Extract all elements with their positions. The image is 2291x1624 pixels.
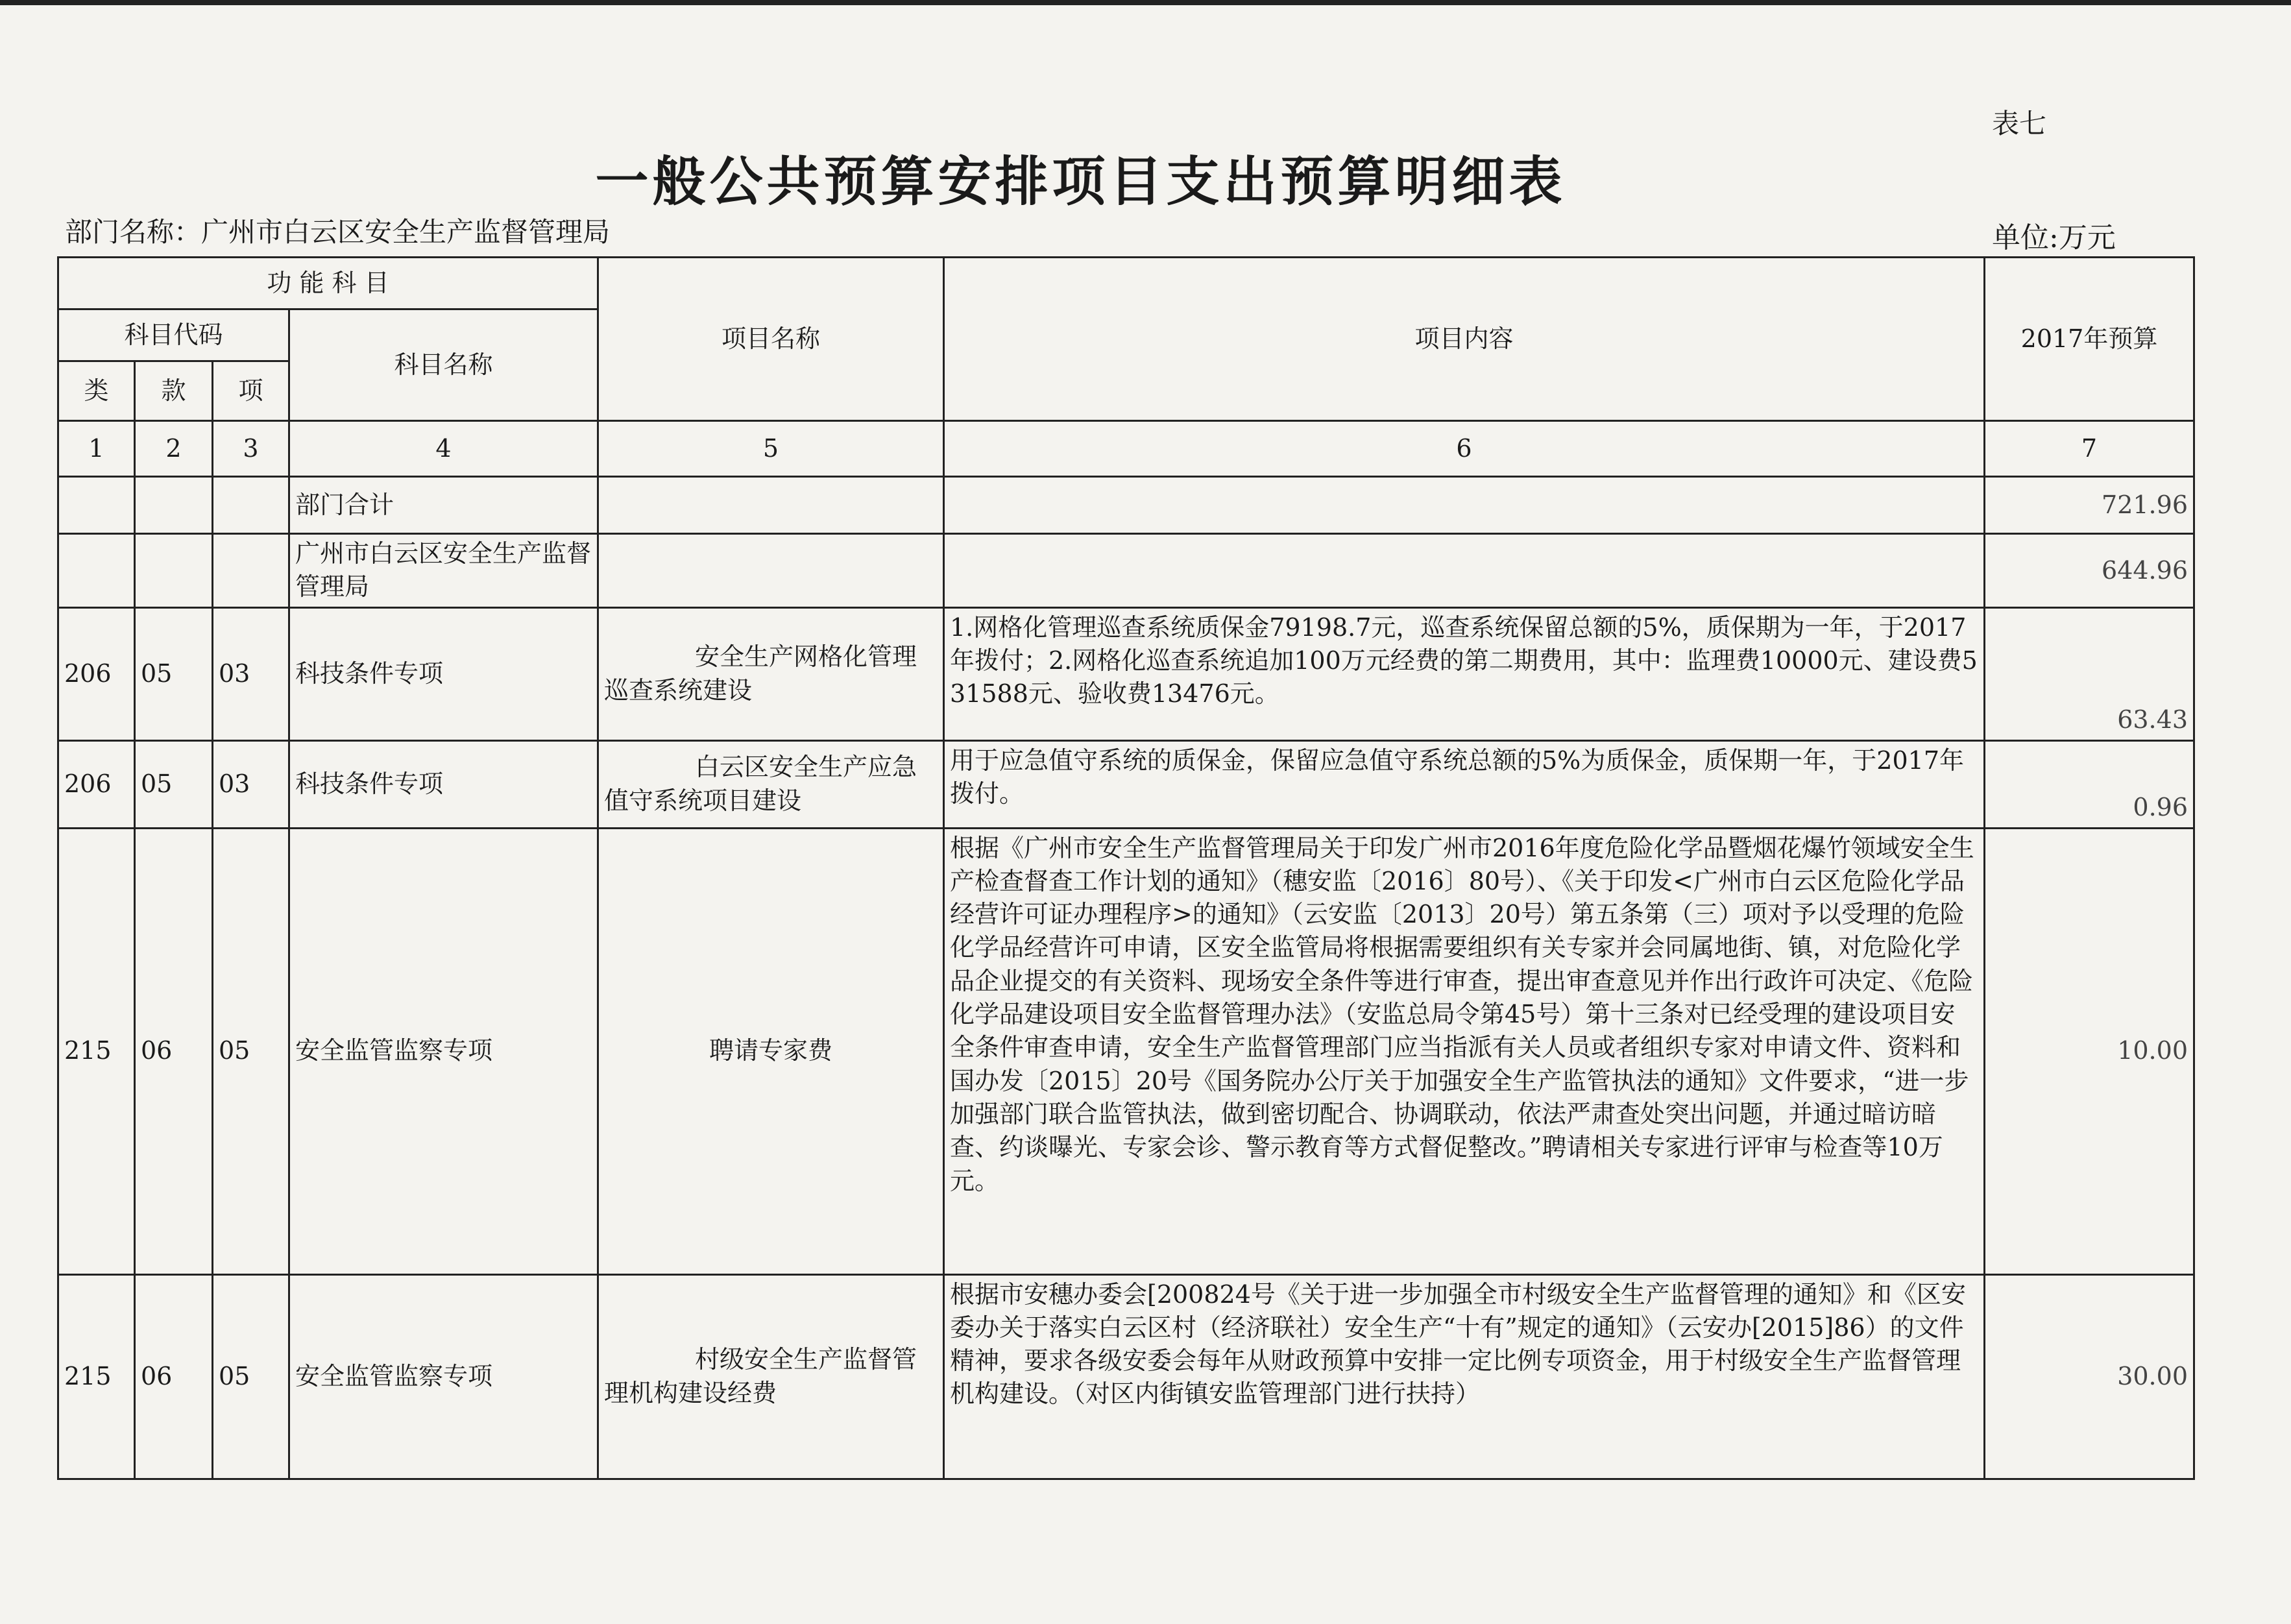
subject-cell: 部门合计 bbox=[289, 477, 598, 534]
department-name: 广州市白云区安全生产监督管理局 bbox=[201, 216, 611, 248]
project-cell: 安全生产网格化管理巡查系统建设 bbox=[598, 607, 944, 740]
kuan-cell: 06 bbox=[135, 828, 213, 1274]
amount-cell: 644.96 bbox=[1985, 534, 2194, 608]
xiang-cell: 05 bbox=[213, 828, 289, 1274]
page-title: 一般公共预算安排项目支出预算明细表 bbox=[595, 151, 1566, 213]
subject-cell: 安全监管监察专项 bbox=[289, 828, 598, 1274]
amount-cell: 721.96 bbox=[1985, 477, 2194, 534]
lei-header: 类 bbox=[58, 361, 135, 421]
lei-cell: 206 bbox=[58, 740, 135, 828]
xiang-cell bbox=[213, 534, 289, 608]
kuan-cell: 05 bbox=[135, 607, 213, 740]
amount-cell: 0.96 bbox=[1985, 740, 2194, 828]
amount-cell: 10.00 bbox=[1985, 828, 2194, 1274]
content-cell bbox=[944, 477, 1985, 534]
xiang-cell: 03 bbox=[213, 607, 289, 740]
col-num-3: 3 bbox=[213, 421, 289, 477]
column-number-row bbox=[58, 421, 2194, 477]
xiang-cell bbox=[213, 477, 289, 534]
kuan-cell: 06 bbox=[135, 1274, 213, 1479]
col-num-7: 7 bbox=[1985, 421, 2194, 477]
project-cell: 聘请专家费 bbox=[598, 828, 944, 1274]
content-cell: 1.网格化管理巡查系统质保金79198.7元，巡查系统保留总额的5%，质保期为一年，于2017年拨付；2.网格化巡查系统追加100万元经费的第二期费用，其中：监理费10000元、建设费531588元、验收费13476元。 bbox=[944, 607, 1985, 740]
subject-name-header: 科目名称 bbox=[289, 309, 598, 421]
xiang-header: 项 bbox=[213, 361, 289, 421]
department-label: 部门名称： bbox=[65, 216, 202, 248]
subject-cell: 安全监管监察专项 bbox=[289, 1274, 598, 1479]
kuan-header: 款 bbox=[135, 361, 213, 421]
col-num-4: 4 bbox=[289, 421, 598, 477]
project-cell bbox=[598, 534, 944, 608]
amount-cell: 63.43 bbox=[1985, 607, 2194, 740]
kuan-cell bbox=[135, 534, 213, 608]
col-num-2: 2 bbox=[135, 421, 213, 477]
project-cell bbox=[598, 477, 944, 534]
table-row bbox=[58, 828, 2194, 1274]
amount-cell: 30.00 bbox=[1985, 1274, 2194, 1479]
subject-code-header: 科目代码 bbox=[58, 309, 289, 361]
content-cell bbox=[944, 534, 1985, 608]
xiang-cell: 03 bbox=[213, 740, 289, 828]
col-num-6: 6 bbox=[944, 421, 1985, 477]
content-cell: 根据市安穗办委会[200824号《关于进一步加强全市村级安全生产监督管理的通知》和《区安委办关于落实白云区村（经济联社）安全生产“十有”规定的通知》（云安办[2015]86）的文件精神，要求各级安委会每年从财政预算中安排一定比例专项资金，用于村级安全生产监督管理机构建设。（对区内街镇安监管理部门进行扶持） bbox=[944, 1274, 1985, 1479]
col-num-5: 5 bbox=[598, 421, 944, 477]
table-row bbox=[58, 607, 2194, 740]
function-subject-header: 功 能 科 目 bbox=[58, 258, 598, 309]
table-row bbox=[58, 740, 2194, 828]
table-number: 表七 bbox=[1992, 108, 2047, 139]
col-num-1: 1 bbox=[58, 421, 135, 477]
content-cell: 用于应急值守系统的质保金，保留应急值守系统总额的5%为质保金，质保期一年，于2017年拨付。 bbox=[944, 740, 1985, 828]
table-row bbox=[58, 477, 2194, 534]
xiang-cell: 05 bbox=[213, 1274, 289, 1479]
project-name-header: 项目名称 bbox=[598, 258, 944, 421]
scan-edge bbox=[0, 0, 2291, 5]
unit-label: 单位:万元 bbox=[1992, 221, 2116, 254]
table-row bbox=[58, 534, 2194, 608]
lei-cell: 206 bbox=[58, 607, 135, 740]
lei-cell bbox=[58, 534, 135, 608]
subject-cell: 科技条件专项 bbox=[289, 740, 598, 828]
content-cell: 根据《广州市安全生产监督管理局关于印发广州市2016年度危险化学品暨烟花爆竹领域安全生产检查督查工作计划的通知》（穗安监〔2016〕80号）、《关于印发<广州市白云区危险化学品经营许可证办理程序>的通知》（云安监〔2013〕20号）第五条第（三）项对予以受理的危险化学品经营许可申请，区安全监管局将根据需要组织有关专家并会同属地街、镇，对危险化学品企业提交的有关资料、现场安全条件等进行审查，提出审查意见并作出行政许可决定、《危险化学品建设项目安全监督管理办法》（安监总局令第45号）第十三条对已经受理的建设项目安全条件审查申请，安全生产监督管理部门应当指派有关人员或者组织专家对申请文件、资料和国办发〔2015〕20号《国务院办公厅关于加强安全生产监管执法的通知》文件要求，“进一步加强部门联合监管执法，做到密切配合、协调联动，依法严肃查处突出问题，并通过暗访暗查、约谈曝光、专家会诊、警示教育等方式督促整改。”聘请相关专家进行评审与检查等10万元。 bbox=[944, 828, 1985, 1274]
project-cell: 村级安全生产监督管理机构建设经费 bbox=[598, 1274, 944, 1479]
budget-header: 2017年预算 bbox=[1985, 258, 2194, 421]
budget-table bbox=[57, 256, 2195, 1480]
lei-cell bbox=[58, 477, 135, 534]
lei-cell: 215 bbox=[58, 828, 135, 1274]
lei-cell: 215 bbox=[58, 1274, 135, 1479]
table-row bbox=[58, 1274, 2194, 1479]
project-cell: 白云区安全生产应急值守系统项目建设 bbox=[598, 740, 944, 828]
subject-cell: 科技条件专项 bbox=[289, 607, 598, 740]
kuan-cell: 05 bbox=[135, 740, 213, 828]
kuan-cell bbox=[135, 477, 213, 534]
department-line bbox=[65, 211, 610, 250]
subject-cell: 广州市白云区安全生产监督管理局 bbox=[289, 534, 598, 608]
project-content-header: 项目内容 bbox=[944, 258, 1985, 421]
